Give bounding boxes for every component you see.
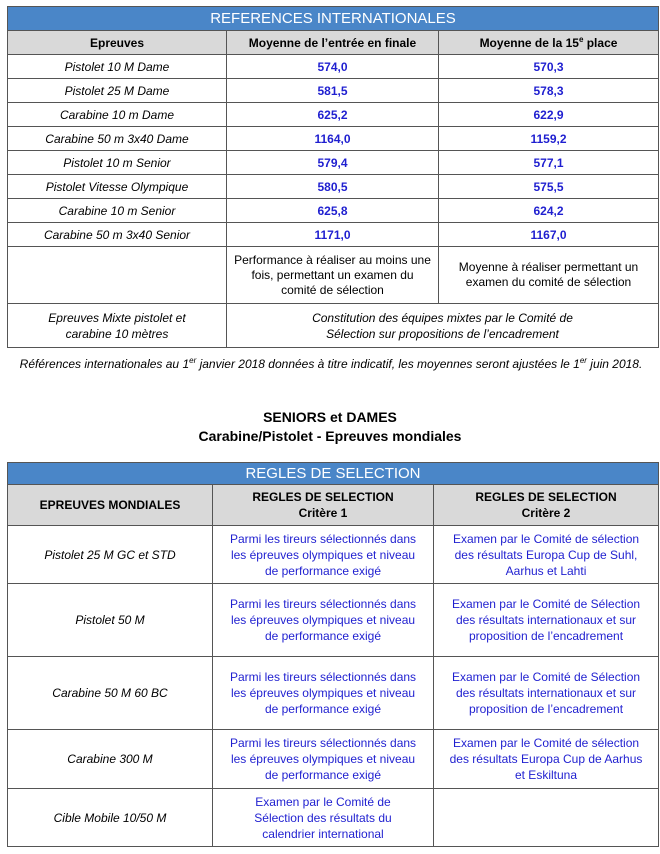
event-name: Pistolet 25 M GC et STD <box>8 526 213 584</box>
table-row <box>8 175 659 199</box>
table-row <box>8 526 659 584</box>
note-final-average: Performance à réaliser au moins une fois, permettant un examen du comité de sélection <box>227 247 439 304</box>
table-row <box>8 151 659 175</box>
mixed-event-note: Constitution des équipes mixtes par le Comité de Sélection sur propositions de l’encadrement <box>227 304 659 348</box>
footnote: Références internationales au 1er janvier 2018 données à titre indicatif, les moyennes seront ajustées le 1er juin 2018. <box>19 356 643 371</box>
criterion-2: Examen par le Comité de Sélection des résultats internationaux et sur proposition de l’encadrement <box>434 657 659 730</box>
final-average: 1164,0 <box>227 127 439 151</box>
notes-row <box>8 247 659 304</box>
section-title-line2: Carabine/Pistolet - Epreuves mondiales <box>198 428 462 444</box>
criterion-2 <box>434 789 659 847</box>
final-average: 625,8 <box>227 199 439 223</box>
criterion-1: Parmi les tireurs sélectionnés dans les épreuves olympiques et niveau de performance exigé <box>213 657 434 730</box>
15th-average: 1167,0 <box>439 223 659 247</box>
table-row <box>8 79 659 103</box>
15th-average: 570,3 <box>439 55 659 79</box>
final-average: 1171,0 <box>227 223 439 247</box>
15th-average: 1159,2 <box>439 127 659 151</box>
event-name: Pistolet 10 M Dame <box>8 55 227 79</box>
event-name: Cible Mobile 10/50 M <box>8 789 213 847</box>
header-15th-average: Moyenne de la 15e place <box>439 31 659 55</box>
table-row <box>8 103 659 127</box>
section-title-line1: SENIORS et DAMES <box>263 409 397 425</box>
table-row <box>8 657 659 730</box>
table-row <box>8 199 659 223</box>
table-row <box>8 584 659 657</box>
final-average: 579,4 <box>227 151 439 175</box>
15th-average: 624,2 <box>439 199 659 223</box>
mixed-event-name: Epreuves Mixte pistolet et carabine 10 mètres <box>8 304 227 348</box>
criterion-1: Parmi les tireurs sélectionnés dans les épreuves olympiques et niveau de performance exigé <box>213 526 434 584</box>
criterion-1: Parmi les tireurs sélectionnés dans les épreuves olympiques et niveau de performance exigé <box>213 730 434 789</box>
final-average: 581,5 <box>227 79 439 103</box>
header-events: Epreuves <box>8 31 227 55</box>
final-average: 574,0 <box>227 55 439 79</box>
header-criterion-1: REGLES DE SELECTION Critère 1 <box>213 485 434 526</box>
event-name: Carabine 50 M 60 BC <box>8 657 213 730</box>
15th-average: 575,5 <box>439 175 659 199</box>
table-row <box>8 730 659 789</box>
empty-cell <box>8 247 227 304</box>
header-world-events: EPREUVES MONDIALES <box>8 485 213 526</box>
selection-rules-table <box>7 462 659 847</box>
event-name: Carabine 50 m 3x40 Dame <box>8 127 227 151</box>
criterion-2: Examen par le Comité de sélection des résultats Europa Cup de Aarhus et Eskiltuna <box>434 730 659 789</box>
event-name: Pistolet Vitesse Olympique <box>8 175 227 199</box>
15th-average: 577,1 <box>439 151 659 175</box>
criterion-2: Examen par le Comité de sélection des résultats Europa Cup de Suhl, Aarhus et Lahti <box>434 526 659 584</box>
criterion-1: Examen par le Comité de Sélection des résultats du calendrier international <box>213 789 434 847</box>
event-name: Carabine 300 M <box>8 730 213 789</box>
event-name: Carabine 10 m Senior <box>8 199 227 223</box>
selection-rules-banner: REGLES DE SELECTION <box>8 463 659 485</box>
table-row <box>8 223 659 247</box>
mixed-events-row <box>8 304 659 348</box>
header-criterion-2: REGLES DE SELECTION Critère 2 <box>434 485 659 526</box>
final-average: 625,2 <box>227 103 439 127</box>
note-15th-average: Moyenne à réaliser permettant un examen du comité de sélection <box>439 247 659 304</box>
event-name: Carabine 50 m 3x40 Senior <box>8 223 227 247</box>
criterion-1: Parmi les tireurs sélectionnés dans les épreuves olympiques et niveau de performance exigé <box>213 584 434 657</box>
international-references-banner: REFERENCES INTERNATIONALES <box>8 7 659 31</box>
15th-average: 622,9 <box>439 103 659 127</box>
15th-average: 578,3 <box>439 79 659 103</box>
international-references-table <box>7 6 659 348</box>
table-row <box>8 127 659 151</box>
event-name: Pistolet 25 M Dame <box>8 79 227 103</box>
event-name: Pistolet 10 m Senior <box>8 151 227 175</box>
table-row <box>8 789 659 847</box>
event-name: Pistolet 50 M <box>8 584 213 657</box>
final-average: 580,5 <box>227 175 439 199</box>
header-final-average: Moyenne de l’entrée en finale <box>227 31 439 55</box>
event-name: Carabine 10 m Dame <box>8 103 227 127</box>
table-row <box>8 55 659 79</box>
criterion-2: Examen par le Comité de Sélection des résultats internationaux et sur proposition de l’encadrement <box>434 584 659 657</box>
section-title <box>0 408 660 446</box>
